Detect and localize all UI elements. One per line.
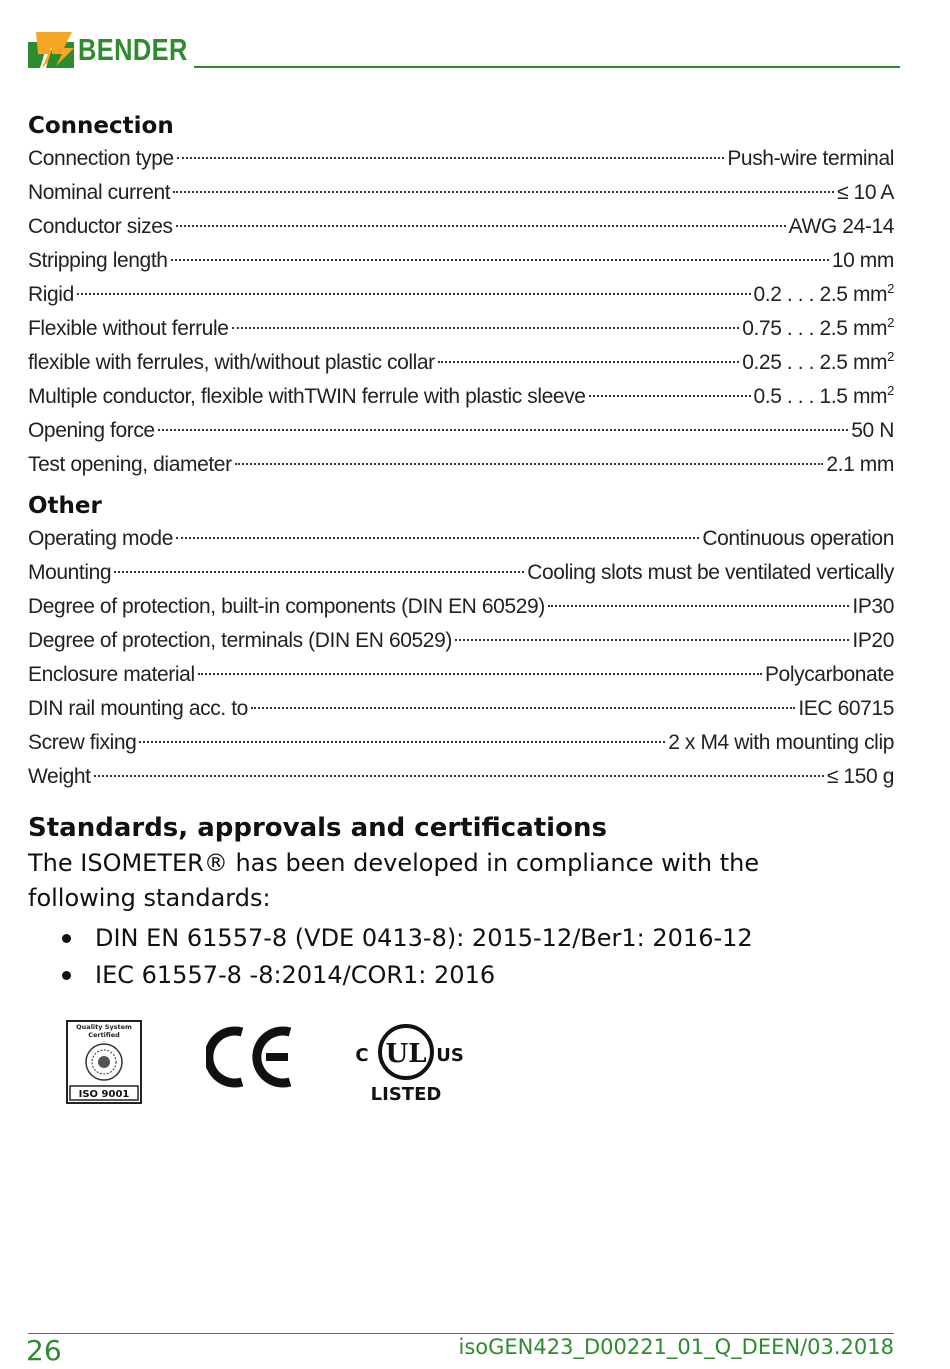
spec-value-exponent: 2 [887, 281, 894, 296]
spec-value [852, 590, 894, 624]
spec-row [28, 556, 894, 590]
ul-c-text: C [355, 1045, 369, 1066]
spec-row [28, 448, 894, 482]
iso-line2: Certified [88, 1031, 120, 1039]
dot-leader [114, 571, 524, 573]
dot-leader [438, 361, 739, 363]
spec-value-text: Cooling slots must be ventilated vertically [527, 561, 894, 584]
standards-item-text: DIN EN 61557-8 (VDE 0413-8): 2015-12/Ber1: 2016-12 [95, 924, 753, 952]
spec-value [668, 726, 894, 760]
dot-leader [177, 157, 725, 159]
spec-value-text: Push-wire terminal [727, 147, 894, 170]
ul-us-text: US [436, 1045, 464, 1066]
bullet-icon [62, 971, 71, 980]
standards-item [62, 920, 894, 957]
spec-label: Conductor sizes [28, 215, 173, 238]
spec-row [28, 414, 894, 448]
spec-label: Connection type [28, 147, 174, 170]
spec-value-text: AWG 24-14 [788, 215, 894, 238]
footer-rule [28, 1333, 894, 1334]
spec-value [742, 346, 894, 380]
dot-leader [589, 395, 751, 397]
spec-value [851, 414, 894, 448]
spec-row [28, 176, 894, 210]
spec-row [28, 210, 894, 244]
spec-value-exponent: 2 [887, 383, 894, 398]
spec-value [527, 556, 894, 590]
spec-value-text: 2.1 mm [826, 453, 894, 476]
spec-label: Degree of protection, terminals (DIN EN 60529) [28, 629, 452, 652]
ul-text: UL [385, 1039, 427, 1069]
iso-9001-certified-icon [66, 1020, 142, 1104]
spec-value-text: 10 mm [831, 249, 894, 272]
brand-name: BENDER [78, 32, 188, 67]
dot-leader [139, 741, 665, 743]
spec-label: Rigid [28, 283, 74, 306]
document-id: isoGEN423_D00221_01_Q_DEEN/03.2018 [458, 1335, 894, 1359]
spec-value-text: 0.25 . . . 2.5 mm [742, 351, 888, 374]
spec-value-text: IEC 60715 [798, 697, 894, 720]
spec-value [742, 312, 894, 346]
spec-value-text: IP30 [852, 595, 894, 618]
spec-value-text: Continuous operation [702, 527, 894, 550]
ul-listed-text: LISTED [370, 1084, 442, 1104]
dot-leader [176, 537, 699, 539]
spec-label: Weight [28, 765, 91, 788]
spec-value-text: ≤ 150 g [826, 765, 894, 788]
spec-label: Operating mode [28, 527, 173, 550]
dot-leader [158, 429, 849, 431]
certification-logos [66, 1018, 486, 1108]
spec-row [28, 244, 894, 278]
iso-line3: ISO 9001 [78, 1089, 130, 1100]
connection-heading: Connection [28, 113, 174, 139]
spec-label: Degree of protection, built-in components (DIN EN 60529) [28, 595, 545, 618]
spec-label: DIN rail mounting acc. to [28, 697, 248, 720]
spec-row [28, 522, 894, 556]
spec-value [754, 278, 895, 312]
other-heading: Other [28, 493, 102, 519]
spec-row [28, 278, 894, 312]
spec-value [837, 176, 894, 210]
spec-label: Multiple conductor, flexible withTWIN ferrule with plastic sleeve [28, 385, 586, 408]
connection-spec-list [28, 142, 894, 482]
spec-row [28, 590, 894, 624]
spec-value [702, 522, 894, 556]
dot-leader [198, 673, 762, 675]
spec-value-text: 2 x M4 with mounting clip [668, 731, 894, 754]
spec-value [852, 624, 894, 658]
bullet-icon [62, 934, 71, 943]
bender-logo [28, 32, 212, 68]
spec-row [28, 658, 894, 692]
spec-label: Enclosure material [28, 663, 195, 686]
spec-label: Mounting [28, 561, 112, 584]
spec-value-text: 0.5 . . . 1.5 mm [753, 385, 888, 408]
ul-listed-icon [354, 1018, 464, 1104]
bender-bolt-icon [28, 32, 74, 68]
spec-label: flexible with ferrules, with/without plastic collar [28, 351, 435, 374]
spec-row [28, 624, 894, 658]
spec-value [754, 380, 895, 414]
spec-label: Screw fixing [28, 731, 137, 754]
dot-leader [235, 463, 824, 465]
page-number: 26 [26, 1334, 62, 1367]
spec-label: Nominal current [28, 181, 171, 204]
spec-value [798, 692, 894, 726]
spec-content [28, 110, 894, 994]
dot-leader [171, 259, 829, 261]
header-rule [194, 66, 900, 68]
spec-label: Stripping length [28, 249, 168, 272]
dot-leader [176, 225, 786, 227]
standards-list [62, 920, 894, 994]
spec-row [28, 760, 894, 794]
standards-intro: The ISOMETER® has been developed in compliance with the following standards: [28, 849, 760, 912]
spec-row [28, 346, 894, 380]
iso-line1: Quality System [76, 1023, 132, 1031]
spec-row [28, 142, 894, 176]
spec-row [28, 692, 894, 726]
spec-value [727, 142, 894, 176]
spec-value-text: 50 N [851, 419, 894, 442]
dot-leader [232, 327, 740, 329]
dot-leader [251, 707, 795, 709]
ce-mark-icon [206, 1026, 296, 1088]
standards-title: Standards, approvals and certifications [28, 813, 607, 843]
standards-item-text: IEC 61557-8 -8:2014/COR1: 2016 [95, 961, 496, 989]
dot-leader [173, 191, 834, 193]
spec-row [28, 726, 894, 760]
dot-leader [548, 605, 850, 607]
spec-value-text: 0.75 . . . 2.5 mm [742, 317, 888, 340]
spec-row [28, 380, 894, 414]
spec-value-exponent: 2 [887, 349, 894, 364]
spec-value-text: 0.2 . . . 2.5 mm [753, 283, 888, 306]
spec-label: Opening force [28, 419, 155, 442]
dot-leader [455, 639, 849, 641]
spec-value [826, 448, 894, 482]
spec-label: Test opening, diameter [28, 453, 232, 476]
standards-item [62, 957, 894, 994]
other-spec-list [28, 522, 894, 794]
spec-value-text: Polycarbonate [764, 663, 894, 686]
spec-value-text: ≤ 10 A [836, 181, 894, 204]
spec-value-exponent: 2 [887, 315, 894, 330]
spec-value [765, 658, 894, 692]
page-header [28, 30, 900, 70]
spec-value-text: IP20 [852, 629, 894, 652]
dot-leader [94, 775, 824, 777]
spec-value [789, 210, 894, 244]
spec-label: Flexible without ferrule [28, 317, 229, 340]
spec-value [832, 244, 894, 278]
spec-row [28, 312, 894, 346]
dot-leader [77, 293, 751, 295]
spec-value [827, 760, 894, 794]
